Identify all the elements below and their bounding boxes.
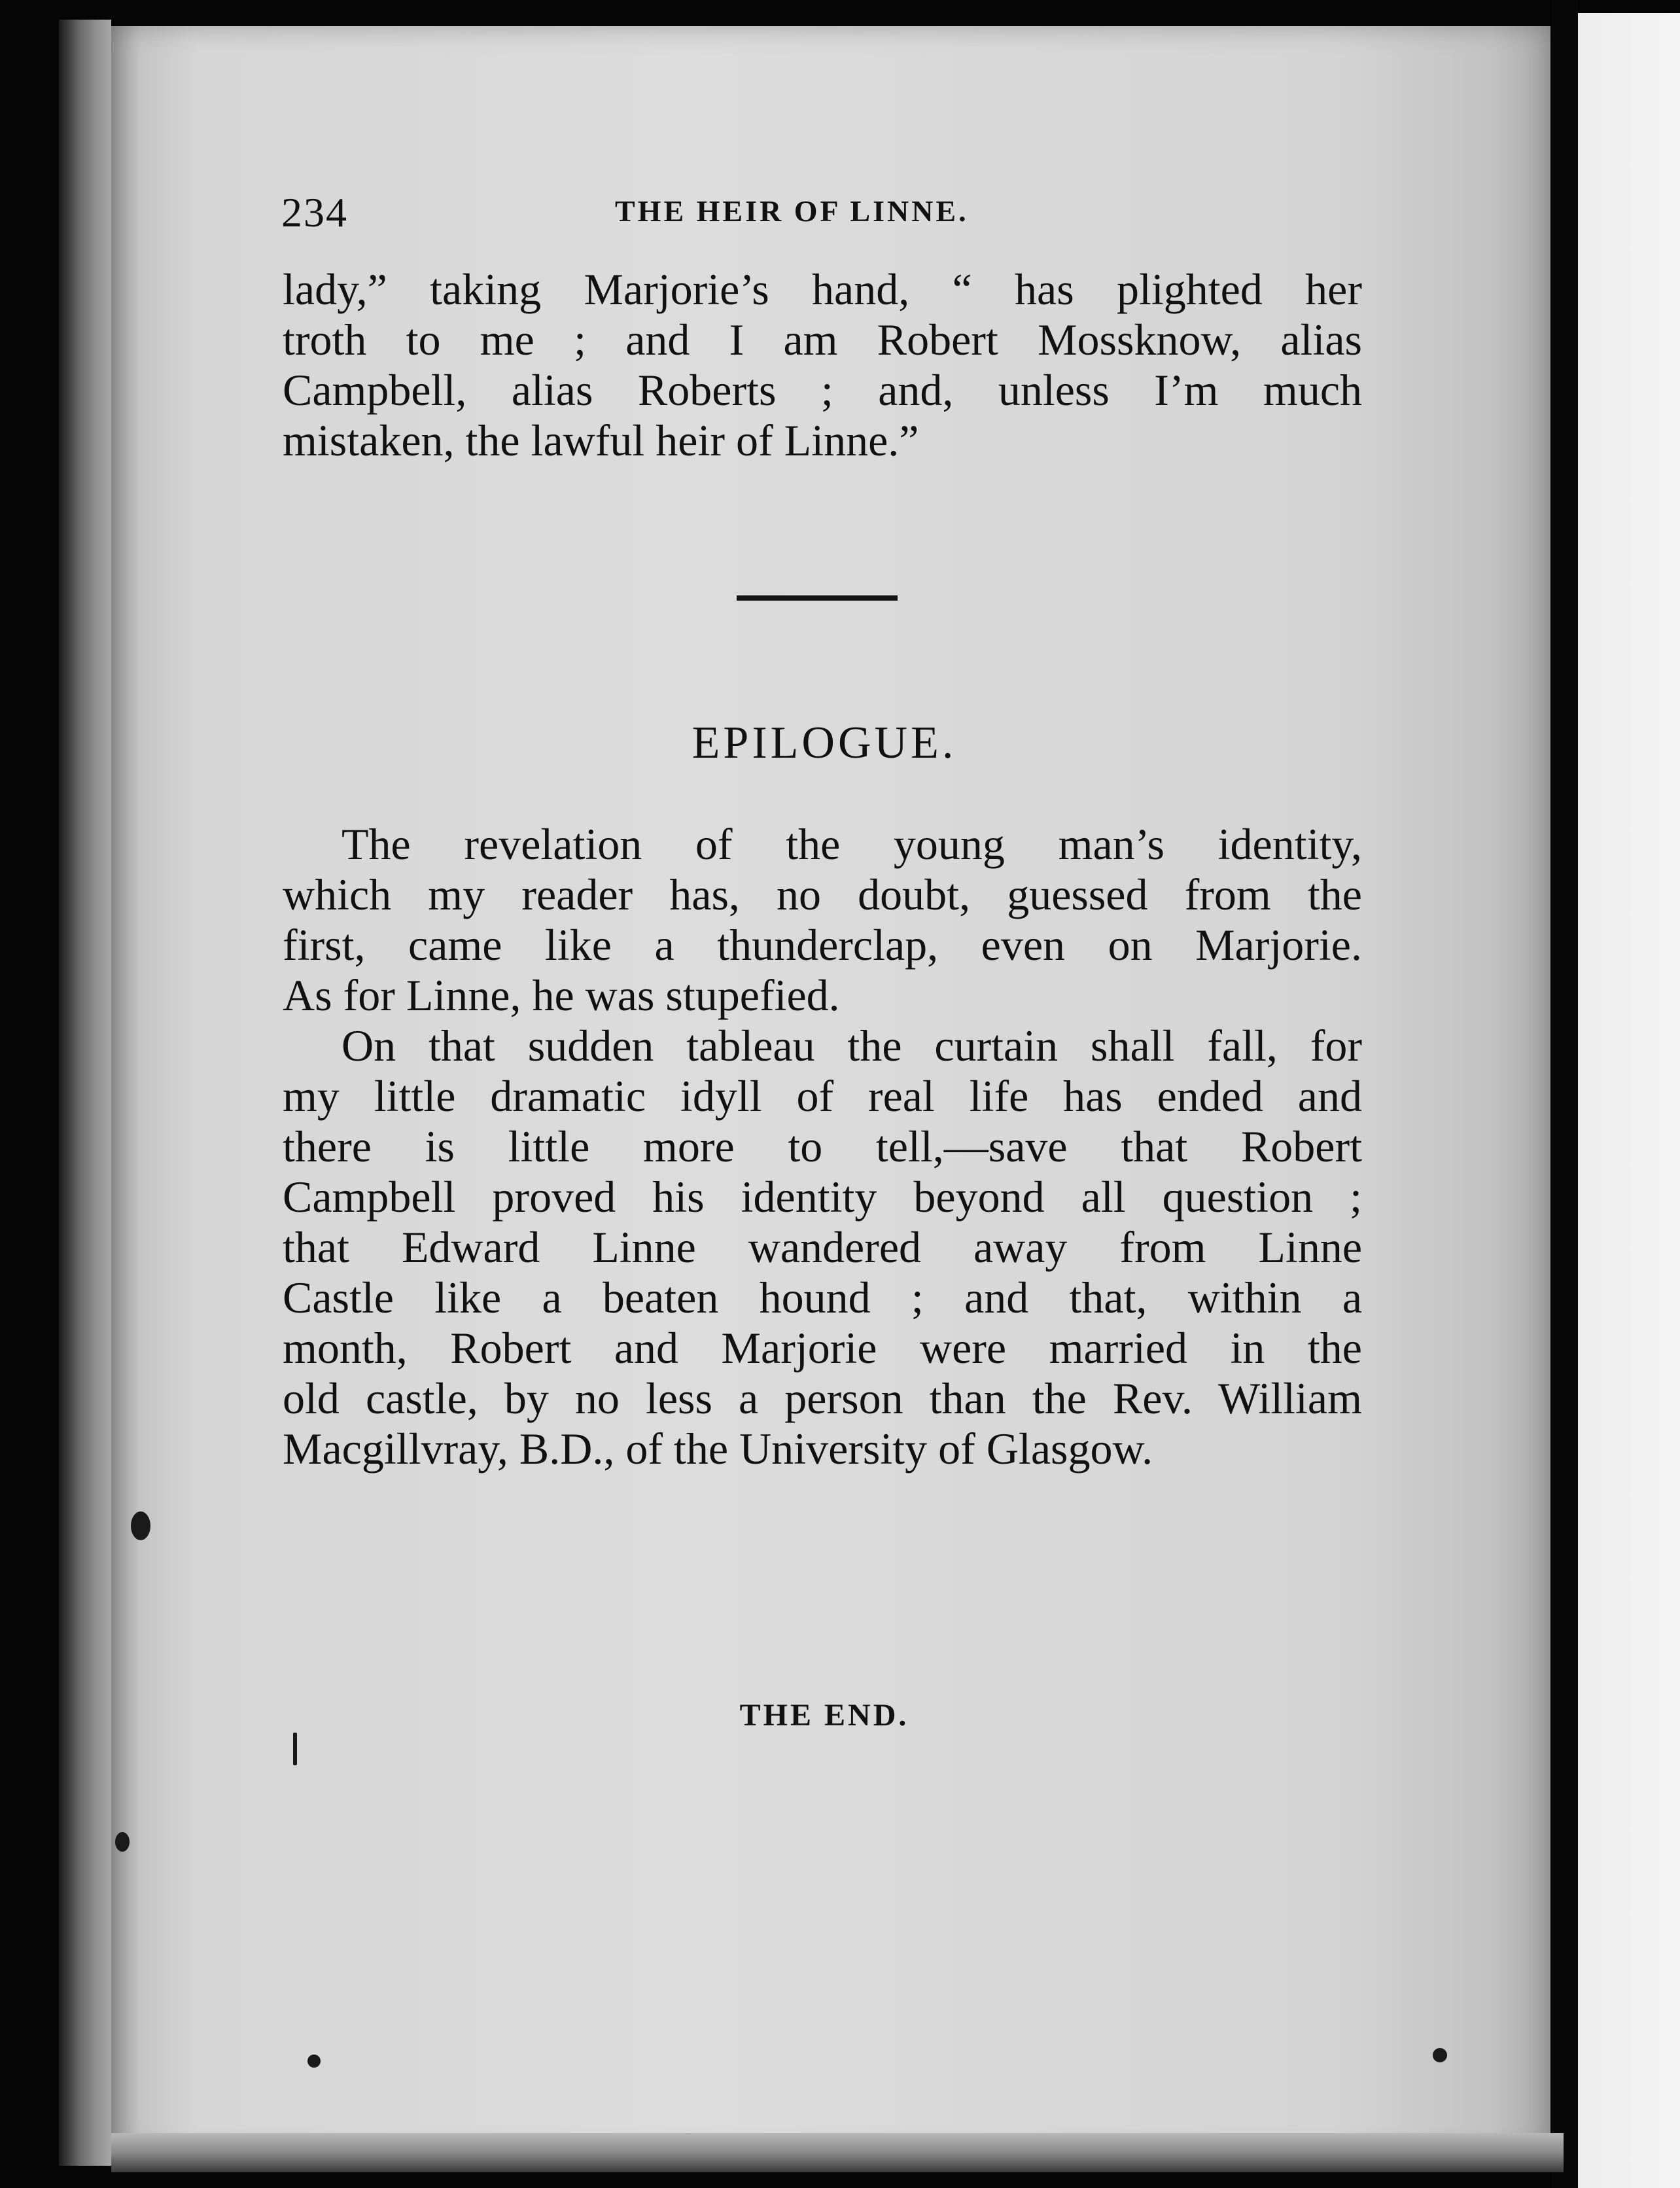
text-line: first, came like a thunderclap, even on Marjorie. xyxy=(283,920,1362,970)
text-line: there is little more to tell,—save that Robert xyxy=(283,1121,1362,1171)
paragraph-conclusion xyxy=(283,1021,1362,1474)
text-line: Campbell proved his identity beyond all question ; xyxy=(283,1172,1362,1222)
text-line: Campbell, alias Roberts ; and, unless I’m much xyxy=(283,365,1362,415)
text-line: month, Robert and Marjorie were married in the xyxy=(283,1323,1362,1373)
text-line: that Edward Linne wandered away from Linne xyxy=(283,1222,1362,1272)
text-line: Macgillvray, B.D., of the University of Glasgow. xyxy=(283,1424,1153,1473)
paragraph-revelation xyxy=(283,819,1362,1021)
text-line: As for Linne, he was stupefied. xyxy=(283,970,840,1020)
paragraph-dialogue-ending xyxy=(283,264,1362,466)
text-line: old castle, by no less a person than the Rev. William xyxy=(283,1373,1362,1423)
text-line: Castle like a beaten hound ; and that, within a xyxy=(283,1273,1362,1322)
text-line: mistaken, the lawful heir of Linne.” xyxy=(283,415,919,465)
running-head: THE HEIR OF LINNE. xyxy=(615,194,969,228)
scan-speck xyxy=(293,1733,297,1765)
text-line: The revelation of the young man’s identity, xyxy=(341,819,1362,869)
page-gutter-shadow xyxy=(1552,0,1578,2188)
text-line: lady,” taking Marjorie’s hand, “ has plighted her xyxy=(283,264,1362,314)
text-line: On that sudden tableau the curtain shall fall, for xyxy=(341,1021,1362,1070)
adjacent-page xyxy=(1578,13,1680,2188)
scan-speck xyxy=(307,2055,321,2068)
page-edge-bottom xyxy=(111,2133,1564,2172)
scan-speck xyxy=(115,1832,130,1852)
page-number: 234 xyxy=(281,189,348,236)
scan-speck xyxy=(131,1511,150,1540)
text-line: my little dramatic idyll of real life has ended and xyxy=(283,1071,1362,1121)
page-edge-left xyxy=(59,20,111,2166)
scan-speck xyxy=(1433,2048,1447,2062)
epilogue-heading: EPILOGUE. xyxy=(691,718,957,768)
section-divider-rule xyxy=(737,595,898,601)
text-line: troth to me ; and I am Robert Mossknow, alias xyxy=(283,315,1362,364)
the-end-label: THE END. xyxy=(739,1698,909,1733)
text-line: which my reader has, no doubt, guessed from the xyxy=(283,870,1362,919)
